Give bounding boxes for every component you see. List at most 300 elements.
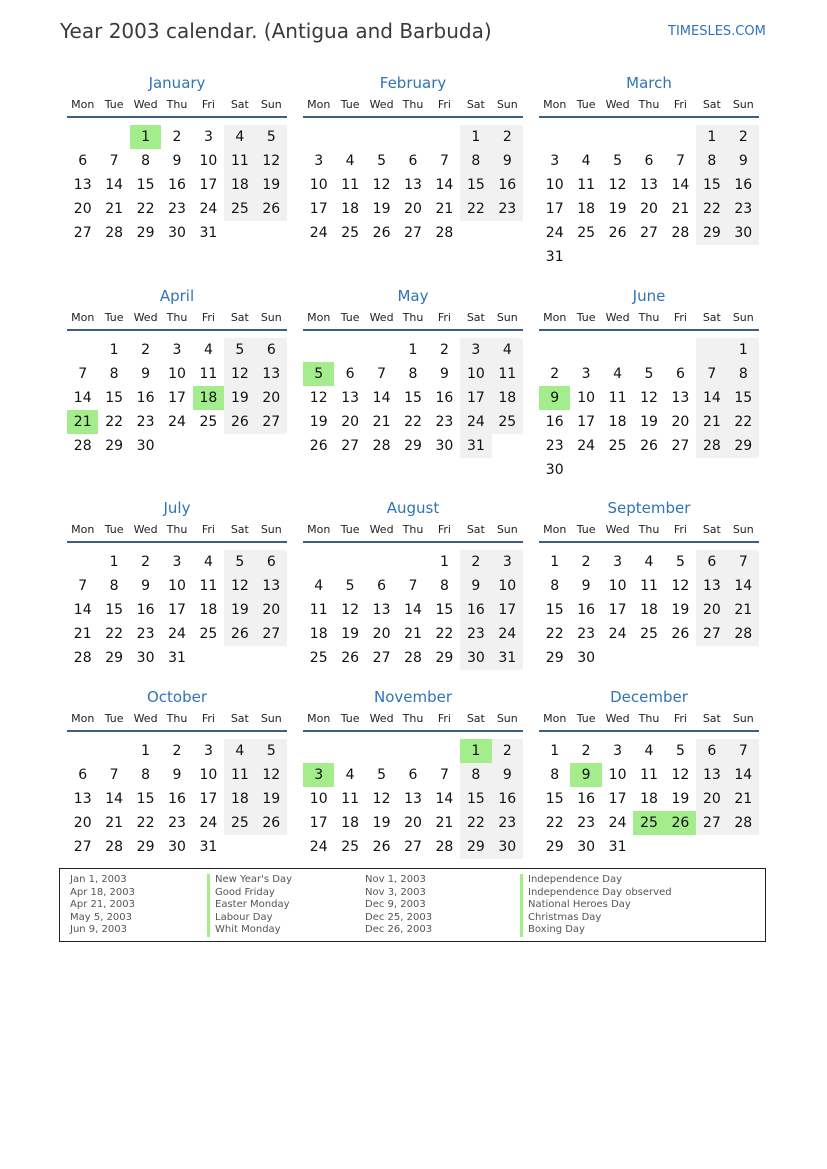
weekday-header: Thu bbox=[402, 712, 424, 725]
day-cell: 24 bbox=[608, 626, 627, 642]
holiday-day-cell: 18 bbox=[193, 386, 224, 410]
day-cell: 23 bbox=[460, 622, 491, 646]
weekday-header: Sat bbox=[230, 523, 249, 536]
legend-holiday-name: Whit Monday bbox=[207, 924, 292, 937]
weekday-header: Mon bbox=[307, 523, 331, 536]
day-cell: 24 bbox=[460, 410, 491, 434]
day-cell: 30 bbox=[168, 225, 186, 241]
day-cell: 23 bbox=[492, 811, 523, 835]
day-cell: 12 bbox=[372, 177, 391, 193]
day-cell: 23 bbox=[136, 626, 155, 642]
day-cell: 7 bbox=[109, 767, 119, 783]
weekday-header: Sat bbox=[702, 712, 721, 725]
weekday-header: Mon bbox=[71, 712, 95, 725]
weekday-header: Fri bbox=[673, 712, 687, 725]
weekday-header: Wed bbox=[133, 311, 158, 324]
day-cell: 11 bbox=[341, 177, 360, 193]
day-cell: 10 bbox=[199, 767, 218, 783]
weekday-header: Thu bbox=[638, 98, 660, 111]
day-cell: 16 bbox=[545, 414, 564, 430]
day-cell: 16 bbox=[168, 791, 186, 807]
day-cell: 13 bbox=[696, 574, 727, 598]
day-cell: 20 bbox=[696, 787, 727, 811]
day-cell: 9 bbox=[172, 767, 182, 783]
legend-holiday-name: Good Friday bbox=[207, 887, 292, 900]
day-cell: 7 bbox=[439, 153, 449, 169]
legend-names-left bbox=[207, 874, 292, 937]
weekday-header: Wed bbox=[369, 712, 394, 725]
day-cell: 18 bbox=[199, 602, 218, 618]
day-cell: 19 bbox=[671, 602, 690, 618]
day-cell: 28 bbox=[73, 438, 92, 454]
day-cell: 13 bbox=[696, 763, 727, 787]
day-cell: 17 bbox=[608, 791, 627, 807]
day-cell: 5 bbox=[345, 578, 355, 594]
header-divider bbox=[67, 116, 287, 118]
day-cell: 27 bbox=[341, 438, 360, 454]
day-cell: 13 bbox=[404, 791, 422, 807]
month-title: December bbox=[610, 688, 688, 706]
day-cell: 8 bbox=[728, 362, 759, 386]
day-cell: 5 bbox=[644, 366, 654, 382]
day-cell: 22 bbox=[136, 201, 155, 217]
day-cell: 17 bbox=[545, 201, 564, 217]
weekday-header: Sun bbox=[732, 712, 754, 725]
day-cell: 27 bbox=[256, 622, 287, 646]
day-cell: 1 bbox=[550, 743, 560, 759]
weekday-header: Sat bbox=[466, 311, 485, 324]
legend-holiday-name: Labour Day bbox=[207, 912, 292, 925]
day-cell: 6 bbox=[408, 767, 418, 783]
day-cell: 1 bbox=[550, 554, 560, 570]
day-cell: 24 bbox=[199, 201, 218, 217]
day-cell: 19 bbox=[372, 201, 391, 217]
page-title: Year 2003 calendar. (Antigua and Barbuda) bbox=[60, 19, 492, 43]
weekday-header: Wed bbox=[369, 98, 394, 111]
day-cell: 5 bbox=[224, 550, 255, 574]
day-cell: 25 bbox=[309, 650, 328, 666]
day-cell: 15 bbox=[728, 386, 759, 410]
day-cell: 19 bbox=[341, 626, 360, 642]
day-cell: 13 bbox=[404, 177, 422, 193]
weekday-header: Sat bbox=[230, 311, 249, 324]
day-cell: 4 bbox=[224, 739, 255, 763]
weekday-header: Tue bbox=[576, 712, 596, 725]
day-cell: 25 bbox=[224, 197, 255, 221]
day-cell: 11 bbox=[577, 177, 596, 193]
day-cell: 14 bbox=[404, 602, 422, 618]
day-cell: 22 bbox=[696, 197, 727, 221]
legend-holiday-date: May 5, 2003 bbox=[70, 911, 133, 923]
day-cell: 28 bbox=[404, 650, 422, 666]
day-cell: 18 bbox=[640, 602, 658, 618]
day-cell: 20 bbox=[256, 598, 287, 622]
day-cell: 21 bbox=[671, 201, 690, 217]
day-cell: 10 bbox=[199, 153, 218, 169]
day-cell: 8 bbox=[439, 578, 449, 594]
legend-holiday-date: Dec 9, 2003 bbox=[365, 899, 426, 910]
day-cell: 12 bbox=[224, 574, 255, 598]
day-cell: 15 bbox=[545, 791, 564, 807]
weekday-header: Fri bbox=[437, 523, 451, 536]
legend-holiday-name: Christmas Day bbox=[520, 912, 672, 925]
month-title: November bbox=[373, 688, 453, 706]
day-cell: 21 bbox=[73, 626, 92, 642]
holiday-day-cell: 26 bbox=[665, 811, 696, 835]
month-title: March bbox=[626, 74, 672, 92]
weekday-header: Thu bbox=[166, 523, 188, 536]
day-cell: 11 bbox=[199, 578, 218, 594]
day-cell: 4 bbox=[492, 338, 523, 362]
day-cell: 30 bbox=[728, 221, 759, 245]
day-cell: 7 bbox=[728, 739, 759, 763]
day-cell: 11 bbox=[224, 149, 255, 173]
weekday-header: Tue bbox=[104, 712, 124, 725]
day-cell: 1 bbox=[109, 554, 119, 570]
weekday-header: Thu bbox=[638, 523, 660, 536]
day-cell: 15 bbox=[696, 173, 727, 197]
weekday-header: Sun bbox=[496, 712, 518, 725]
day-cell: 2 bbox=[460, 550, 491, 574]
day-cell: 7 bbox=[78, 578, 88, 594]
day-cell: 26 bbox=[256, 197, 287, 221]
day-cell: 21 bbox=[372, 414, 391, 430]
day-cell: 25 bbox=[341, 225, 360, 241]
day-cell: 23 bbox=[577, 626, 596, 642]
day-cell: 24 bbox=[608, 815, 627, 831]
day-cell: 8 bbox=[460, 149, 491, 173]
weekday-header: Tue bbox=[340, 98, 360, 111]
brand-link[interactable]: TIMESLES.COM bbox=[668, 24, 766, 39]
header-divider bbox=[67, 329, 287, 331]
month-title: January bbox=[148, 74, 206, 92]
day-cell: 18 bbox=[640, 791, 658, 807]
day-cell: 25 bbox=[224, 811, 255, 835]
day-cell: 9 bbox=[728, 149, 759, 173]
day-cell: 24 bbox=[545, 225, 564, 241]
day-cell: 11 bbox=[224, 763, 255, 787]
day-cell: 19 bbox=[671, 791, 690, 807]
day-cell: 31 bbox=[608, 839, 627, 855]
day-cell: 19 bbox=[608, 201, 627, 217]
day-cell: 20 bbox=[73, 201, 92, 217]
header-divider bbox=[539, 541, 759, 543]
day-cell: 30 bbox=[492, 835, 523, 859]
day-cell: 7 bbox=[408, 578, 418, 594]
day-cell: 14 bbox=[105, 177, 124, 193]
weekday-header: Sun bbox=[496, 311, 518, 324]
day-cell: 11 bbox=[199, 366, 218, 382]
day-cell: 12 bbox=[341, 602, 360, 618]
day-cell: 24 bbox=[168, 626, 186, 642]
weekday-header: Sun bbox=[260, 311, 282, 324]
day-cell: 4 bbox=[644, 743, 654, 759]
day-cell: 24 bbox=[168, 414, 186, 430]
weekday-header: Fri bbox=[201, 523, 215, 536]
legend-holiday-name: New Year's Day bbox=[207, 874, 292, 887]
day-cell: 10 bbox=[309, 791, 328, 807]
header-divider bbox=[67, 730, 287, 732]
day-cell: 23 bbox=[168, 815, 186, 831]
day-cell: 31 bbox=[199, 225, 218, 241]
day-cell: 3 bbox=[460, 338, 491, 362]
day-cell: 11 bbox=[309, 602, 328, 618]
day-cell: 12 bbox=[309, 390, 328, 406]
day-cell: 17 bbox=[309, 815, 328, 831]
day-cell: 27 bbox=[372, 650, 391, 666]
legend-holiday-name: Independence Day observed bbox=[520, 887, 672, 900]
day-cell: 24 bbox=[199, 815, 218, 831]
day-cell: 14 bbox=[372, 390, 391, 406]
day-cell: 11 bbox=[492, 362, 523, 386]
weekday-header: Wed bbox=[605, 311, 630, 324]
day-cell: 20 bbox=[73, 815, 92, 831]
day-cell: 5 bbox=[675, 743, 685, 759]
day-cell: 10 bbox=[168, 366, 186, 382]
day-cell: 16 bbox=[728, 173, 759, 197]
weekday-header: Sun bbox=[732, 523, 754, 536]
month-title: August bbox=[386, 499, 440, 517]
weekday-header: Wed bbox=[605, 712, 630, 725]
month-title: June bbox=[632, 287, 666, 305]
day-cell: 3 bbox=[203, 129, 213, 145]
day-cell: 22 bbox=[545, 815, 564, 831]
weekday-header: Fri bbox=[673, 311, 687, 324]
weekday-header: Mon bbox=[543, 523, 567, 536]
legend-holiday-date: Dec 26, 2003 bbox=[365, 924, 433, 935]
day-cell: 12 bbox=[671, 578, 690, 594]
day-cell: 18 bbox=[309, 626, 328, 642]
day-cell: 29 bbox=[545, 839, 564, 855]
day-cell: 2 bbox=[439, 342, 449, 358]
day-cell: 10 bbox=[460, 362, 491, 386]
month-title: September bbox=[607, 499, 691, 517]
day-cell: 16 bbox=[168, 177, 186, 193]
header-divider bbox=[303, 541, 523, 543]
day-cell: 15 bbox=[545, 602, 564, 618]
weekday-header: Thu bbox=[402, 311, 424, 324]
day-cell: 25 bbox=[341, 839, 360, 855]
day-cell: 6 bbox=[78, 767, 88, 783]
weekday-header: Fri bbox=[201, 712, 215, 725]
day-cell: 5 bbox=[256, 125, 287, 149]
day-cell: 22 bbox=[460, 197, 491, 221]
day-cell: 14 bbox=[728, 763, 759, 787]
day-cell: 29 bbox=[460, 835, 491, 859]
day-cell: 3 bbox=[492, 550, 523, 574]
day-cell: 23 bbox=[577, 815, 596, 831]
weekday-header: Sat bbox=[466, 712, 485, 725]
weekday-header: Thu bbox=[166, 712, 188, 725]
day-cell: 18 bbox=[492, 386, 523, 410]
legend-dates-right bbox=[365, 874, 432, 937]
day-cell: 1 bbox=[141, 743, 151, 759]
day-cell: 2 bbox=[172, 129, 182, 145]
day-cell: 20 bbox=[404, 201, 422, 217]
day-cell: 11 bbox=[608, 390, 627, 406]
day-cell: 10 bbox=[492, 574, 523, 598]
day-cell: 12 bbox=[608, 177, 627, 193]
day-cell: 5 bbox=[613, 153, 623, 169]
day-cell: 27 bbox=[73, 839, 92, 855]
weekday-header: Tue bbox=[340, 523, 360, 536]
day-cell: 24 bbox=[309, 839, 328, 855]
day-cell: 8 bbox=[141, 767, 151, 783]
day-cell: 30 bbox=[577, 839, 596, 855]
day-cell: 9 bbox=[141, 578, 151, 594]
day-cell: 22 bbox=[105, 414, 124, 430]
day-cell: 9 bbox=[172, 153, 182, 169]
weekday-header: Tue bbox=[576, 98, 596, 111]
day-cell: 1 bbox=[109, 342, 119, 358]
month-title: May bbox=[397, 287, 429, 305]
day-cell: 4 bbox=[314, 578, 324, 594]
day-cell: 18 bbox=[224, 787, 255, 811]
day-cell: 12 bbox=[372, 791, 391, 807]
day-cell: 6 bbox=[408, 153, 418, 169]
day-cell: 21 bbox=[696, 410, 727, 434]
day-cell: 17 bbox=[199, 177, 218, 193]
day-cell: 6 bbox=[644, 153, 654, 169]
header-divider bbox=[303, 329, 523, 331]
month-title: October bbox=[146, 688, 208, 706]
weekday-header: Wed bbox=[133, 98, 158, 111]
day-cell: 8 bbox=[460, 763, 491, 787]
day-cell: 2 bbox=[581, 554, 591, 570]
month-title: April bbox=[159, 287, 195, 305]
day-cell: 27 bbox=[256, 410, 287, 434]
day-cell: 2 bbox=[141, 554, 151, 570]
day-cell: 25 bbox=[608, 438, 627, 454]
weekday-header: Wed bbox=[605, 98, 630, 111]
day-cell: 16 bbox=[492, 787, 523, 811]
day-cell: 9 bbox=[439, 366, 449, 382]
day-cell: 20 bbox=[372, 626, 391, 642]
day-cell: 20 bbox=[404, 815, 422, 831]
day-cell: 5 bbox=[377, 767, 387, 783]
day-cell: 13 bbox=[640, 177, 658, 193]
day-cell: 31 bbox=[492, 646, 523, 670]
day-cell: 4 bbox=[345, 153, 355, 169]
holiday-day-cell: 1 bbox=[130, 125, 161, 149]
day-cell: 28 bbox=[372, 438, 391, 454]
day-cell: 14 bbox=[728, 574, 759, 598]
day-cell: 3 bbox=[203, 743, 213, 759]
day-cell: 29 bbox=[696, 221, 727, 245]
weekday-header: Sun bbox=[260, 523, 282, 536]
day-cell: 5 bbox=[224, 338, 255, 362]
day-cell: 24 bbox=[492, 622, 523, 646]
day-cell: 13 bbox=[671, 390, 690, 406]
day-cell: 17 bbox=[608, 602, 627, 618]
legend-holiday-date: Apr 18, 2003 bbox=[70, 886, 136, 898]
day-cell: 13 bbox=[73, 791, 92, 807]
day-cell: 26 bbox=[608, 225, 627, 241]
day-cell: 27 bbox=[671, 438, 690, 454]
day-cell: 15 bbox=[460, 173, 491, 197]
weekday-header: Wed bbox=[133, 712, 158, 725]
month-title: February bbox=[379, 74, 447, 92]
weekday-header: Fri bbox=[437, 311, 451, 324]
day-cell: 21 bbox=[105, 815, 124, 831]
day-cell: 17 bbox=[168, 390, 186, 406]
day-cell: 14 bbox=[435, 791, 454, 807]
day-cell: 30 bbox=[136, 438, 155, 454]
weekday-header: Thu bbox=[638, 311, 660, 324]
day-cell: 16 bbox=[136, 602, 155, 618]
day-cell: 9 bbox=[460, 574, 491, 598]
day-cell: 18 bbox=[224, 173, 255, 197]
day-cell: 26 bbox=[224, 622, 255, 646]
day-cell: 22 bbox=[460, 811, 491, 835]
weekday-header: Mon bbox=[307, 712, 331, 725]
weekday-header: Thu bbox=[638, 712, 660, 725]
weekday-header: Tue bbox=[104, 311, 124, 324]
day-cell: 16 bbox=[577, 791, 596, 807]
day-cell: 28 bbox=[728, 622, 759, 646]
day-cell: 9 bbox=[492, 763, 523, 787]
day-cell: 24 bbox=[577, 438, 596, 454]
weekday-header: Thu bbox=[402, 523, 424, 536]
day-cell: 6 bbox=[78, 153, 88, 169]
day-cell: 3 bbox=[172, 342, 182, 358]
day-cell: 22 bbox=[105, 626, 124, 642]
day-cell: 10 bbox=[608, 767, 627, 783]
day-cell: 15 bbox=[105, 390, 124, 406]
day-cell: 19 bbox=[256, 787, 287, 811]
day-cell: 19 bbox=[372, 815, 391, 831]
day-cell: 27 bbox=[696, 622, 727, 646]
day-cell: 23 bbox=[435, 414, 454, 430]
holiday-day-cell: 1 bbox=[460, 739, 491, 763]
day-cell: 12 bbox=[640, 390, 658, 406]
legend-names-right bbox=[520, 874, 672, 937]
day-cell: 17 bbox=[199, 791, 218, 807]
day-cell: 26 bbox=[372, 225, 391, 241]
day-cell: 10 bbox=[545, 177, 564, 193]
day-cell: 28 bbox=[728, 811, 759, 835]
day-cell: 2 bbox=[550, 366, 560, 382]
day-cell: 20 bbox=[256, 386, 287, 410]
weekday-header: Fri bbox=[437, 98, 451, 111]
weekday-header: Tue bbox=[576, 523, 596, 536]
day-cell: 4 bbox=[644, 554, 654, 570]
legend-holiday-date: Apr 21, 2003 bbox=[70, 899, 136, 910]
day-cell: 14 bbox=[671, 177, 690, 193]
day-cell: 26 bbox=[640, 438, 658, 454]
day-cell: 9 bbox=[141, 366, 151, 382]
header-divider bbox=[539, 730, 759, 732]
weekday-header: Mon bbox=[543, 98, 567, 111]
day-cell: 15 bbox=[136, 177, 155, 193]
day-cell: 28 bbox=[435, 225, 454, 241]
holiday-day-cell: 9 bbox=[570, 763, 601, 787]
day-cell: 5 bbox=[675, 554, 685, 570]
weekday-header: Thu bbox=[166, 98, 188, 111]
day-cell: 13 bbox=[256, 574, 287, 598]
day-cell: 6 bbox=[377, 578, 387, 594]
weekday-header: Wed bbox=[369, 523, 394, 536]
day-cell: 21 bbox=[105, 201, 124, 217]
day-cell: 30 bbox=[435, 438, 454, 454]
day-cell: 28 bbox=[73, 650, 92, 666]
day-cell: 8 bbox=[550, 767, 560, 783]
header-divider bbox=[303, 730, 523, 732]
day-cell: 28 bbox=[435, 839, 454, 855]
weekday-header: Sat bbox=[466, 98, 485, 111]
weekday-header: Mon bbox=[543, 712, 567, 725]
day-cell: 19 bbox=[640, 414, 658, 430]
